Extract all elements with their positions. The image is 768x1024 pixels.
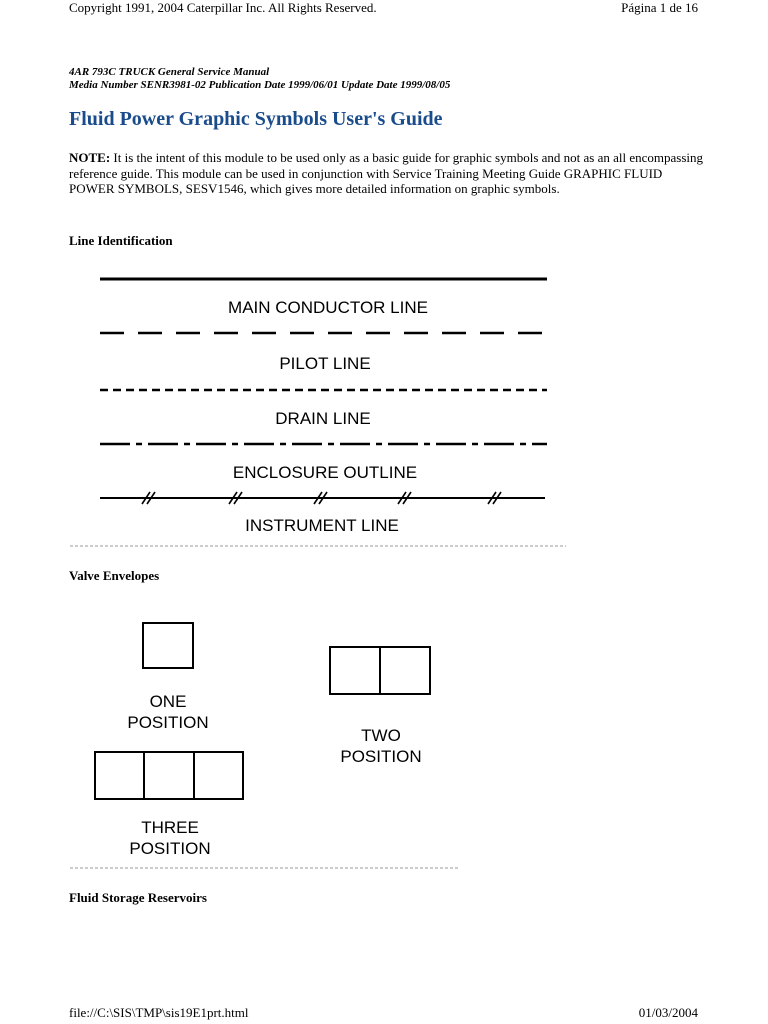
note-text: It is the intent of this module to be used only as a basic guide for graphic symbols and not as an all encompassing reference guide. This module can be used in conjunction with Service Training Meeting Guide GRAPHIC FLUID POWER SYMBOLS, SESV1546, which gives more detailed information on graphic symbols. xyxy=(69,150,703,196)
section-line-identification: Line Identification xyxy=(69,233,173,248)
section-valve-envelopes: Valve Envelopes xyxy=(69,568,160,583)
page-indicator: Página 1 de 16 xyxy=(621,0,698,15)
print-date: 01/03/2004 xyxy=(638,1005,698,1020)
manual-title: 4AR 793C TRUCK General Service Manual xyxy=(69,66,270,78)
two-position-label-2: POSITION xyxy=(340,747,422,766)
page-title: Fluid Power Graphic Symbols User's Guide xyxy=(69,108,443,130)
media-number: Media Number SENR3981-02 Publication Date 1999/06/01 Update Date 1999/08/05 xyxy=(69,79,451,91)
two-position-label-1: TWO xyxy=(361,726,401,745)
one-position-label-1: ONE xyxy=(149,692,187,711)
pilot-line-label: PILOT LINE xyxy=(279,354,371,373)
three-position-label-1: THREE xyxy=(141,818,199,837)
drain-line-label: DRAIN LINE xyxy=(275,409,371,428)
section-fluid-storage-reservoirs: Fluid Storage Reservoirs xyxy=(69,890,207,905)
note-label: NOTE: xyxy=(69,150,111,165)
three-position-envelope xyxy=(95,752,243,799)
one-position-label-2: POSITION xyxy=(127,713,209,732)
instrument-line-label: INSTRUMENT LINE xyxy=(245,516,399,535)
enclosure-outline-label: ENCLOSURE OUTLINE xyxy=(232,463,418,482)
main-conductor-label: MAIN CONDUCTOR LINE xyxy=(228,298,428,317)
file-path: file://C:\SIS\TMP\sis19E1prt.html xyxy=(69,1005,249,1020)
three-position-label-2: POSITION xyxy=(129,839,211,858)
copyright-text: Copyright 1991, 2004 Caterpillar Inc. All Rights Reserved. xyxy=(69,0,377,15)
one-position-envelope xyxy=(143,623,193,668)
